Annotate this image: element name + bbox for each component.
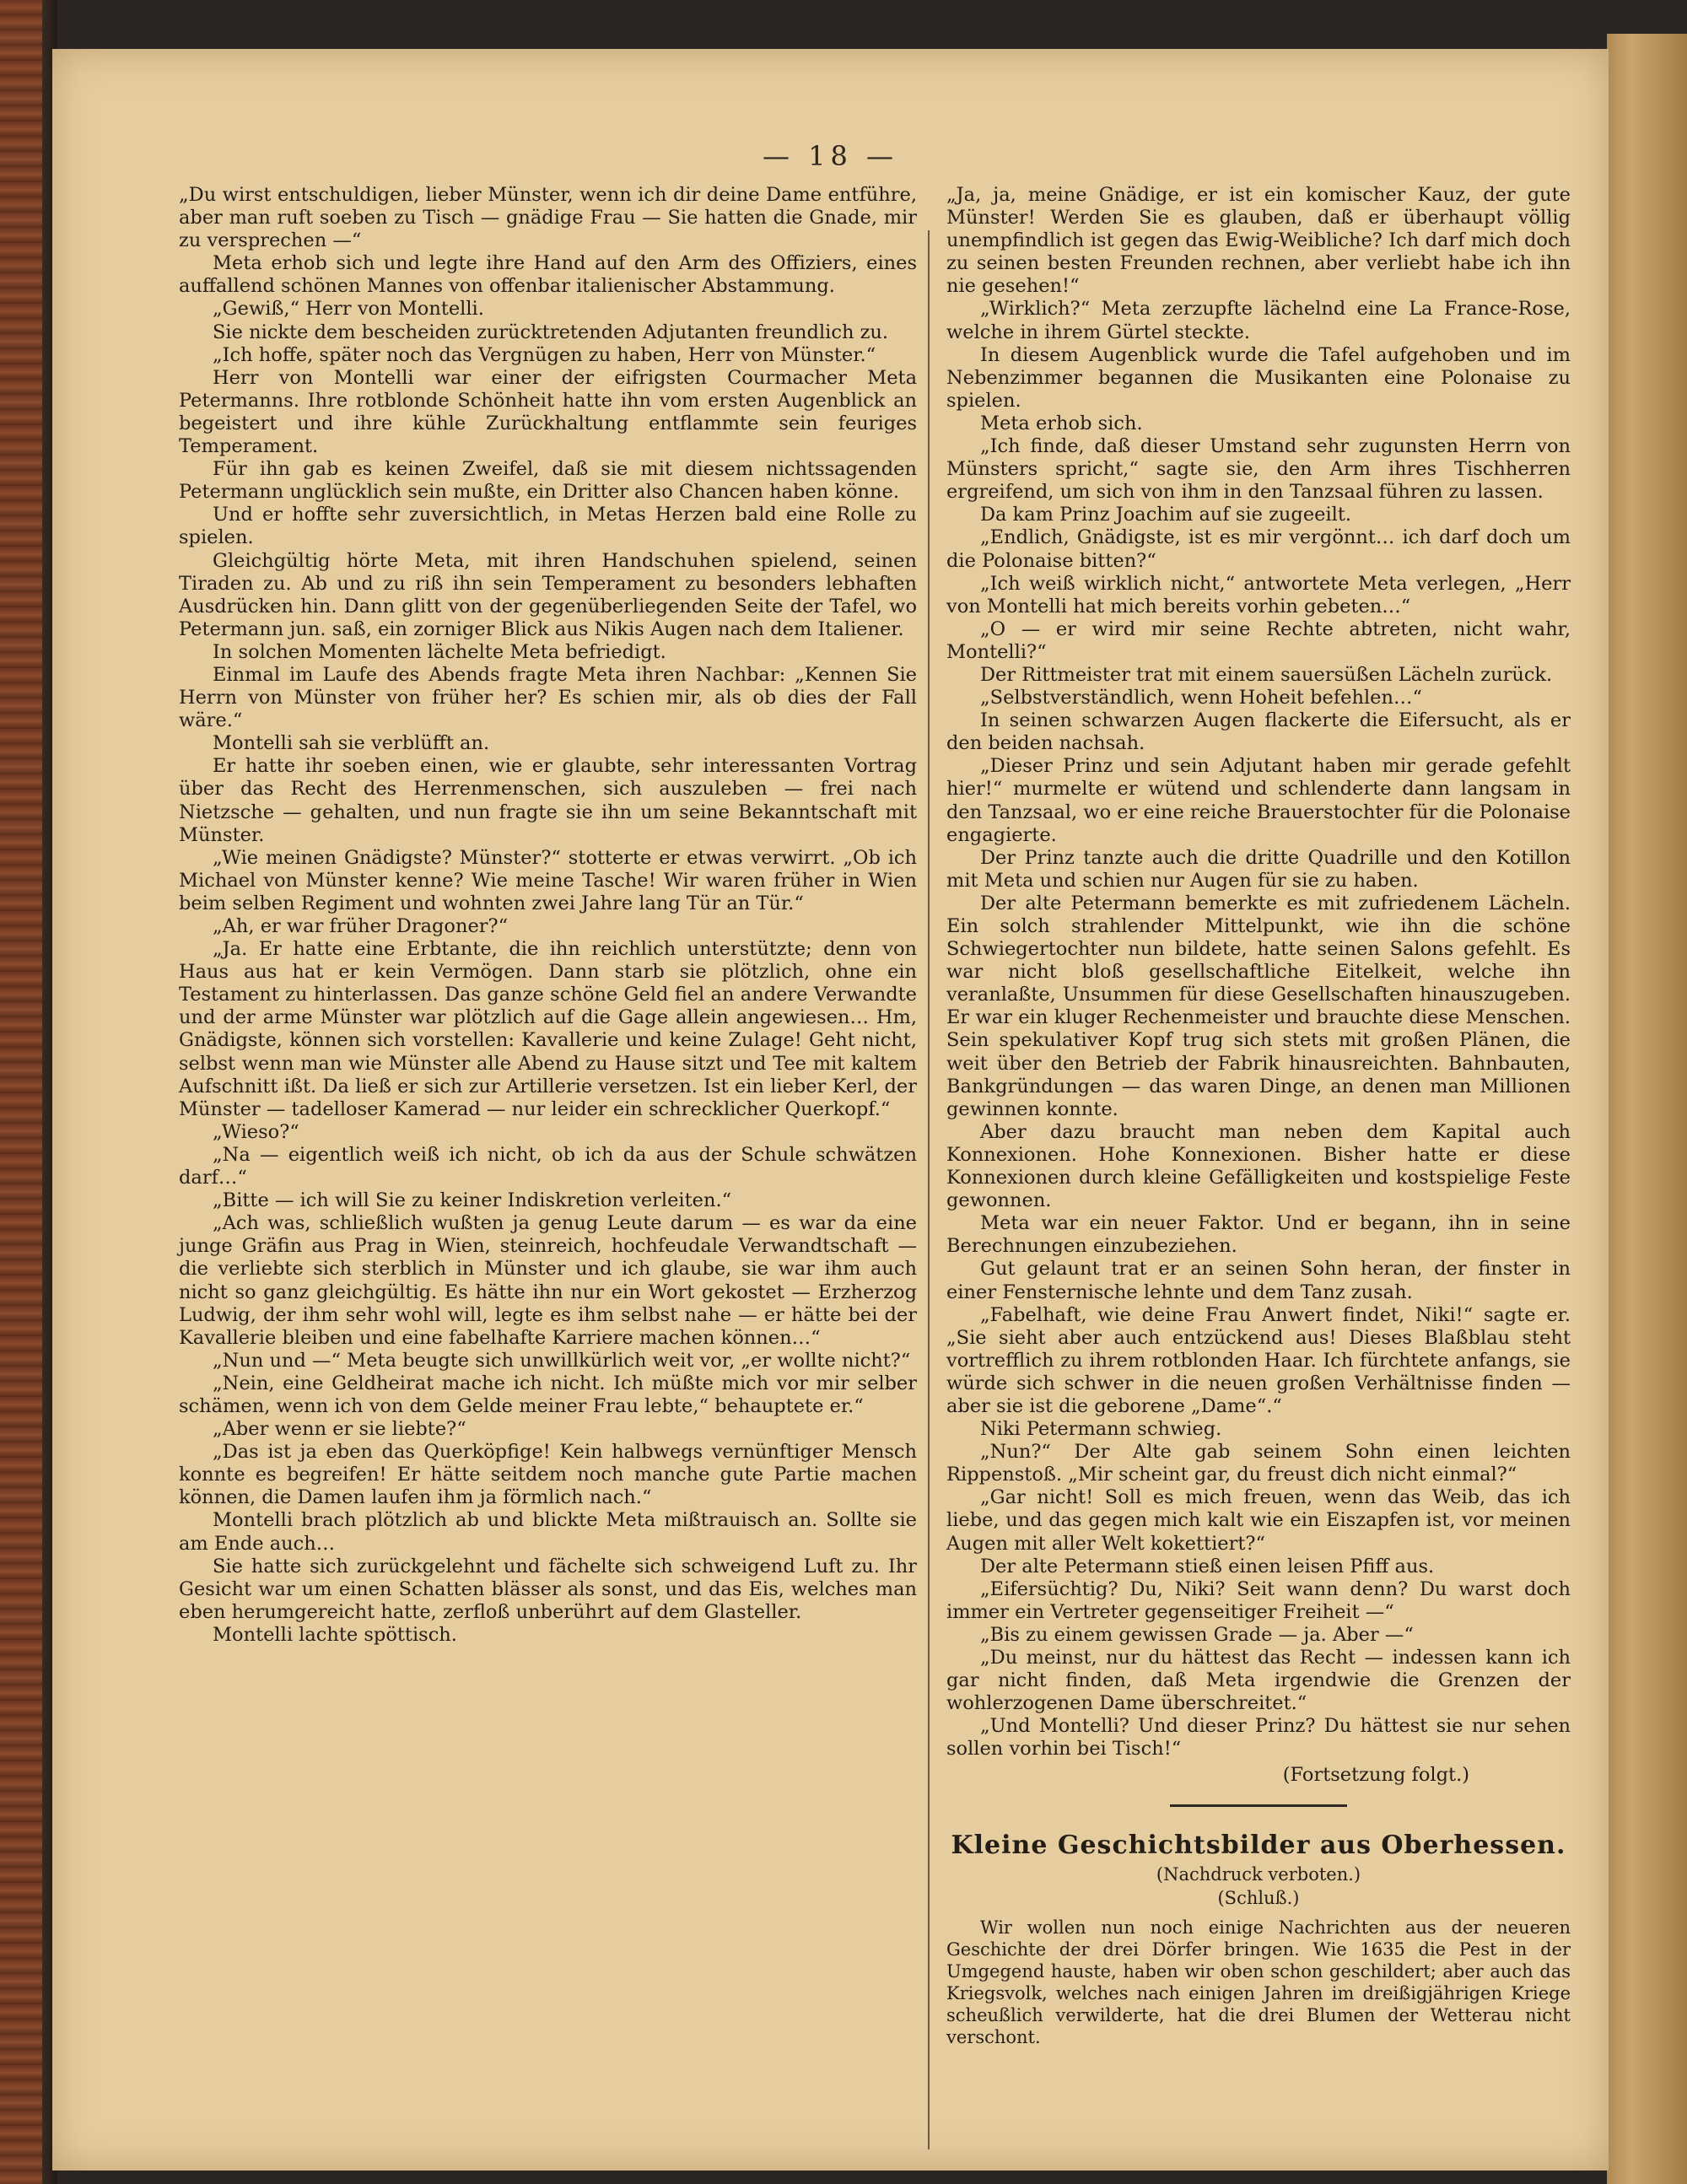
paragraph: „Ich hoffe, später noch das Vergnügen zu haben, Herr von Münster.“: [213, 343, 876, 366]
paragraph: Gleichgültig hörte Meta, mit ihren Handschuhen spielend, seinen Tiraden zu. Ab und zu riß ihn sein Temperament zu besonders lebhaften Ausdrücken hin. Dann glitt von der gegenüberliegenden Seite der Tafel, wo Petermann jun. saß, ein zorniger Blick aus Nikis Augen nach dem Italiener.: [179, 549, 917, 640]
paragraph: Einmal im Laufe des Abends fragte Meta ihren Nachbar: „Kennen Sie Herrn von Münster von früher her? Es schien mir, als ob dies der Fall wäre.“: [179, 663, 917, 732]
paragraph: „Ja, ja, meine Gnädige, er ist ein komischer Kauz, der gute Münster! Werden Sie es glauben, daß er überhaupt völlig unempfindlich ist gegen das Ewig-Weibliche? Ich darf mich doch zu seinen besten Freunden rechnen, aber verliebt habe ich ihn nie gesehen!“: [946, 184, 1571, 298]
paragraph: „Gar nicht! Soll es mich freuen, wenn das Weib, das ich liebe, und das gegen mich kalt wie ein Eiszapfen ist, vor meinen Augen mit aller Welt kokettiert?“: [946, 1486, 1571, 1555]
paragraph: Meta war ein neuer Faktor. Und er begann, ihn in seine Berechnungen einzubeziehen.: [946, 1212, 1571, 1258]
paragraph: „Ach was, schließlich wußten ja genug Leute darum — es war da eine junge Gräfin aus Prag in Wien, steinreich, hochfeudale Verwandtschaft — die verliebte sich sterblich in Münster und ich glaube, sie war ihm auch nicht so ganz gleichgültig. Es hätte ihn nur ein Wort gekostet — Erzherzog Ludwig, der ihm sehr wohl will, legte es ihm selbst nahe — er hätte bei der Kavallerie bleiben und eine fabelhafte Karriere machen können…“: [179, 1212, 917, 1349]
paragraph: Und er hoffte sehr zuversichtlich, in Metas Herzen bald eine Rolle zu spielen.: [179, 504, 917, 549]
paragraph: „Das ist ja eben das Querköpfige! Kein halbwegs vernünftiger Mensch konnte es begreifen! Er hätte seitdem noch manche gute Partie machen können, die Damen laufen ihm ja förmlich nach.“: [179, 1441, 917, 1509]
paragraph: „Nun und —“ Meta beugte sich unwillkürlich weit vor, „er wollte nicht?“: [213, 1349, 911, 1372]
paragraph: Der Prinz tanzte auch die dritte Quadrille und den Kotillon mit Meta und schien nur Augen für sie zu haben.: [946, 846, 1571, 892]
paragraph: „Dieser Prinz und sein Adjutant haben mir gerade gefehlt hier!“ murmelte er wütend und schlenderte dann langsam in den Tanzsaal, wo er eine reiche Brauerstochter für die Polonaise engagierte.: [946, 755, 1571, 846]
column-rule: [928, 230, 930, 2149]
paragraph: Da kam Prinz Joachim auf sie zugeeilt.: [980, 504, 1352, 526]
paragraph: In seinen schwarzen Augen flackerte die Eifersucht, als er den beiden nachsah.: [946, 709, 1571, 755]
page-number: — 18 —: [762, 140, 899, 172]
paragraph: Der alte Petermann bemerkte es mit zufriedenem Lächeln. Ein solch strahlender Mittelpunkt, wie ihn die schöne Schwiegertochter nun bildete, hatte seinen Salons gefehlt. Es war nicht bloß gesellschaftliche Eitelkeit, welche ihn veranlaßte, Unsummen für diese Gesellschaften hinauszugeben. Er war ein kluger Rechenmeister und brauchte diese Menschen. Sein spekulativer Kopf trug sich stets mit großen Plänen, die weit über den Betrieb der Fabrik hinausreichten. Bahnbauten, Bankgründungen — das waren Dinge, an denen man Millionen gewinnen konnte.: [946, 892, 1571, 1120]
paragraph: „Nun?“ Der Alte gab seinem Sohn einen leichten Rippenstoß. „Mir scheint gar, du freust dich nicht einmal?“: [946, 1441, 1571, 1486]
paragraph: „Wirklich?“ Meta zerzupfte lächelnd eine La France-Rose, welche in ihrem Gürtel steckte.: [946, 298, 1571, 343]
paragraph: Montelli lachte spöttisch.: [213, 1623, 457, 1646]
paragraph: Montelli sah sie verblüfft an.: [213, 732, 490, 755]
reprint-note: (Nachdruck verboten.): [1156, 1863, 1361, 1885]
paragraph: „Ah, er war früher Dragoner?“: [213, 915, 509, 937]
paragraph: „O — er wird mir seine Rechte abtreten, nicht wahr, Montelli?“: [946, 617, 1571, 663]
article-separator: [1170, 1804, 1347, 1807]
paragraph: „Aber wenn er sie liebte?“: [213, 1418, 466, 1441]
paragraph: In solchen Momenten lächelte Meta befriedigt.: [213, 640, 666, 663]
paragraph: Niki Petermann schwieg.: [980, 1418, 1222, 1441]
paragraph: „Du wirst entschuldigen, lieber Münster, wenn ich dir deine Dame entführe, aber man ruft soeben zu Tisch — gnädige Frau — Sie hatten die Gnade, mir zu versprechen —“: [179, 184, 917, 252]
paragraph: „Bitte — ich will Sie zu keiner Indiskretion verleiten.“: [213, 1189, 732, 1212]
paragraph: Meta erhob sich.: [980, 412, 1143, 434]
paragraph: Sie nickte dem bescheiden zurücktretenden Adjutanten freundlich zu.: [213, 321, 889, 343]
paragraph: Der alte Petermann stieß einen leisen Pfiff aus.: [980, 1555, 1435, 1577]
paragraph: „Bis zu einem gewissen Grade — ja. Aber —“: [980, 1623, 1414, 1646]
paragraph: Er hatte ihr soeben einen, wie er glaubte, sehr interessanten Vortrag über das Recht des Herrenmenschen, sich auszuleben — frei nach Nietzsche — gehalten, und nun fragte sie ihn um seine Bekanntschaft mit Münster.: [179, 755, 917, 846]
paragraph: „Ich weiß wirklich nicht,“ antwortete Meta verlegen, „Herr von Montelli hat mich bereits vorhin gebeten…“: [946, 572, 1571, 617]
article-text: Wir wollen nun noch einige Nachrichten aus der neueren Geschichte der drei Dörfer bringen. Wie 1635 die Pest in der Umgegend hauste, haben wir oben schon geschildert; aber auch das Kriegsvolk, welches nach einigen Jahren im dreißigjährigen Kriege scheußlich verwilderte, hat die drei Blumen der Wetterau nicht verschont.: [946, 1917, 1571, 2047]
paragraph: „Fabelhaft, wie deine Frau Anwert findet, Niki!“ sagte er. „Sie sieht aber auch entzückend aus! Dieses Blaßblau steht vortrefflich zu ihrem rotblonden Haar. Ich fürchtete anfangs, sie würde sich schwer in die neuen großen Verhältnisse finden — aber sie ist die geborene „Dame“.“: [946, 1303, 1571, 1417]
paragraph: In diesem Augenblick wurde die Tafel aufgehoben und im Nebenzimmer begannen die Musikanten eine Polonaise zu spielen.: [946, 343, 1571, 412]
paragraph: Gut gelaunt trat er an seinen Sohn heran, der finster in einer Fensternische lehnte und dem Tanz zusah.: [946, 1258, 1571, 1303]
paragraph: Meta erhob sich und legte ihre Hand auf den Arm des Offiziers, eines auffallend schönen Mannes von offenbar italienischer Abstammung.: [179, 252, 917, 298]
paragraph: Der Rittmeister trat mit einem sauersüßen Lächeln zurück.: [980, 663, 1553, 686]
paragraph: „Endlich, Gnädigste, ist es mir vergönnt… ich darf doch um die Polonaise bitten?“: [946, 526, 1571, 572]
paragraph: „Ja. Er hatte eine Erbtante, die ihn reichlich unterstützte; denn von Haus aus hat er kein Vermögen. Dann starb sie plötzlich, ohne ein Testament zu hinterlassen. Das ganze schöne Geld fiel an andere Verwandte und der arme Münster war plötzlich auf die Gage allein angewiesen… Hm, Gnädigste, können sich vorstellen: Kavallerie und keine Zulage! Geht nicht, selbst wenn man wie Münster alle Abend zu Hause sitzt und Tee mit kaltem Aufschnitt ißt. Da ließ er sich zur Artillerie versetzen. Ist ein lieber Kerl, der Münster — tadelloser Kamerad — nur leider ein schrecklicher Querkopf.“: [179, 938, 917, 1120]
newspaper-page: [52, 49, 1609, 2171]
paragraph: Für ihn gab es keinen Zweifel, daß sie mit diesem nichtssagenden Petermann unglücklich sein mußte, ein Dritter also Chancen haben könne.: [179, 458, 917, 504]
paragraph: „Nein, eine Geldheirat mache ich nicht. Ich müßte mich vor mir selber schämen, wenn ich von dem Gelde meiner Frau lebte,“ behauptete er.“: [179, 1372, 917, 1417]
article-title: Kleine Geschichtsbilder aus Oberhessen.: [951, 1830, 1566, 1860]
paragraph: Herr von Montelli war einer der eifrigsten Courmacher Meta Petermanns. Ihre rotblonde Schönheit hatte ihn vom ersten Augenblick an begeistert und ihre kühle Zurückhaltung entflammte sein feuriges Temperament.: [179, 366, 917, 458]
paragraph: Montelli brach plötzlich ab und blickte Meta mißtrauisch an. Sollte sie am Ende auch…: [179, 1509, 917, 1555]
paragraph: Aber dazu braucht man neben dem Kapital auch Konnexionen. Hohe Konnexionen. Bisher hatte er diese Konnexionen durch kleine Gefälligkeiten und kostspielige Feste gewonnen.: [946, 1120, 1571, 1212]
paragraph: „Selbstverständlich, wenn Hoheit befehlen…“: [980, 687, 1422, 709]
paragraph: „Und Montelli? Und dieser Prinz? Du hättest sie nur sehen sollen vorhin bei Tisch!“: [946, 1715, 1571, 1761]
paragraph: „Wieso?“: [213, 1120, 299, 1143]
right-column: [946, 184, 1571, 2048]
paragraph: „Eifersüchtig? Du, Niki? Seit wann denn? Du warst doch immer ein Vertreter gegenseitiger Freiheit —“: [946, 1577, 1571, 1623]
article-part: (Schluß.): [1217, 1887, 1300, 1908]
left-column: [179, 184, 917, 1647]
paragraph: „Du meinst, nur du hättest das Recht — indessen kann ich gar nicht finden, daß Meta irgendwie die Grenzen der wohlerzogenen Dame überschreitet.“: [946, 1647, 1571, 1715]
paragraph: „Gewiß,“ Herr von Montelli.: [213, 298, 484, 321]
paragraph: „Na — eigentlich weiß ich nicht, ob ich da aus der Schule schwätzen darf…“: [179, 1143, 917, 1189]
adjacent-page-edge: [1607, 34, 1687, 2184]
paragraph: „Ich finde, daß dieser Umstand sehr zugunsten Herrn von Münsters spricht,“ sagte sie, den Arm ihres Tischherren ergreifend, um sich von ihm in den Tanzsaal führen zu lassen.: [946, 435, 1571, 504]
paragraph: Sie hatte sich zurückgelehnt und fächelte sich schweigend Luft zu. Ihr Gesicht war um einen Schatten blässer als sonst, und das Eis, welches man eben herumgereicht hatte, zerfloß unberührt auf dem Glasteller.: [179, 1555, 917, 1623]
paragraph: „Wie meinen Gnädigste? Münster?“ stotterte er etwas verwirrt. „Ob ich Michael von Münster kenne? Wie meine Tasche! Wir waren früher in Wien beim selben Regiment und wohnten zwei Jahre lang Tür an Tür.“: [179, 846, 917, 914]
continuation-note: (Fortsetzung folgt.): [1282, 1764, 1469, 1787]
